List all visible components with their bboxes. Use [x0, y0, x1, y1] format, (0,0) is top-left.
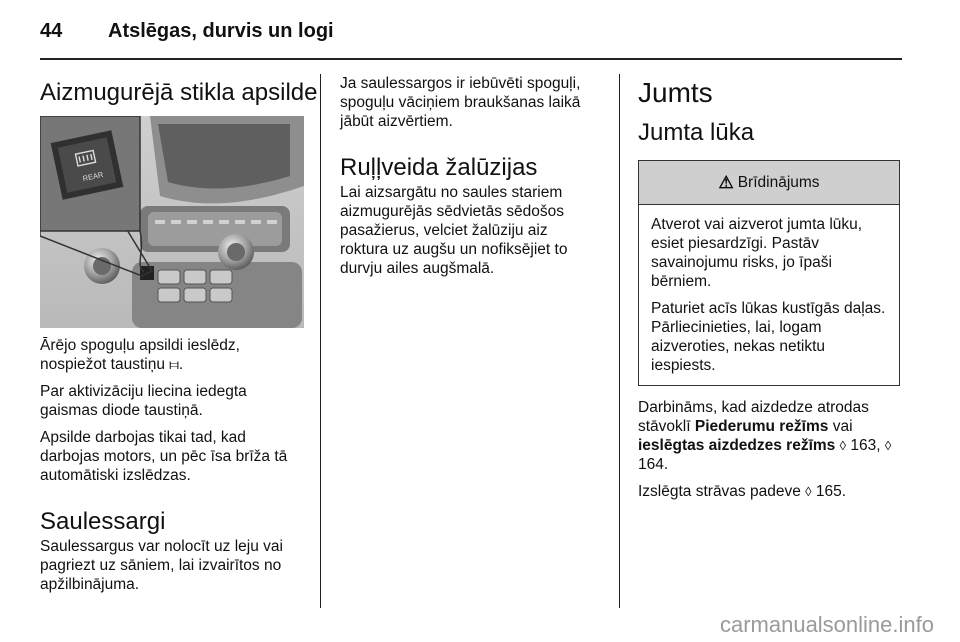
mode-accessory: Piederumu režīms [694, 418, 829, 435]
reference-164[interactable]: 164. [638, 456, 669, 473]
column-divider-2 [619, 74, 620, 608]
reference-165[interactable]: 165. [811, 483, 847, 500]
subheading-sunroof: Jumta lūka [638, 119, 755, 146]
chapter-title: Atslēgas, durvis un logi [108, 19, 334, 42]
operation-text-mid: vai [828, 418, 853, 435]
paragraph-operation [638, 398, 900, 474]
dashboard-illustration [40, 116, 304, 328]
reference-163[interactable]: 163, [846, 437, 885, 454]
warning-paragraph-2: Paturiet acīs lūkas kustīgās daļas. Pārliecinieties, lai, logam aizveroties, nekas netiktu iespiests. [651, 300, 886, 374]
paragraph-auto-off: Apsilde darbojas tikai tad, kad darbojas motors, un pēc īsa brīža tā automātiski izslēdzas. [40, 429, 288, 484]
warning-box [638, 160, 900, 386]
paragraph-vanity-mirror: Ja saulessargos ir iebūvēti spoguļi, spoguļu vāciņiem braukšanas laikā jābūt aizvērtiem. [340, 75, 581, 130]
paragraph-mirror-heater: Ārējo spoguļu apsildi ieslēdz, nospiežot taustiņu ⧦. [40, 337, 240, 373]
column-3 [638, 74, 900, 501]
warning-triangle-icon: ⚠ [718, 172, 734, 192]
warning-title: Brīdinājums [737, 173, 820, 191]
header-divider [40, 58, 902, 60]
paragraph-roller-blinds: Lai aizsargātu no saules stariem aizmugurējās sēdvietās sēdošos pasažierus, velciet žalūziju aiz roktura uz augšu un nofiksējiet to durvju ailes augšmalā. [340, 184, 568, 277]
reference-arrow-icon: ◊ [805, 484, 812, 499]
column-1 [40, 74, 318, 594]
dashboard-figure [40, 116, 304, 328]
column-2 [340, 74, 600, 278]
reference-arrow-icon: ◊ [884, 438, 892, 453]
section-heading-roller-blinds: Ruļļveida žalūzijas [340, 154, 538, 181]
warning-paragraph-1: Atverot vai aizverot jumta lūku, esiet piesardzīgi. Pastāv savainojumu risks, jo īpaši bērniem. [651, 216, 863, 290]
mode-ignition-on: ieslēgtas aizdedzes režīms [638, 437, 836, 454]
operation-text-start: Darbināms, kad aizdedze atrodas stāvoklī [638, 399, 869, 435]
paragraph-sun-visors: Saulessargus var nolocīt uz leju vai pagriezt uz sāniem, lai izvairītos no apžilbinājuma. [40, 538, 283, 593]
warning-body [639, 205, 899, 385]
section-heading-sun-visors: Saulessargi [40, 508, 166, 535]
power-off-text: Izslēgta strāvas padeve [638, 483, 806, 500]
paragraph-led-indicator: Par aktivizāciju liecina iedegta gaismas diode taustiņā. [40, 383, 247, 419]
reference-arrow-icon: ◊ [839, 438, 847, 453]
warning-header [639, 161, 899, 205]
section-heading-roof: Jumts [638, 77, 713, 108]
figure-label-rear: REAR [81, 169, 105, 184]
paragraph-power-off [638, 482, 900, 501]
watermark: carmanualsonline.info [719, 612, 934, 637]
page-number: 44 [40, 19, 63, 42]
page-header [40, 16, 334, 46]
section-heading-rear-window-heater: Aizmugurējā stikla apsilde [40, 79, 318, 106]
column-divider-1 [320, 74, 321, 608]
